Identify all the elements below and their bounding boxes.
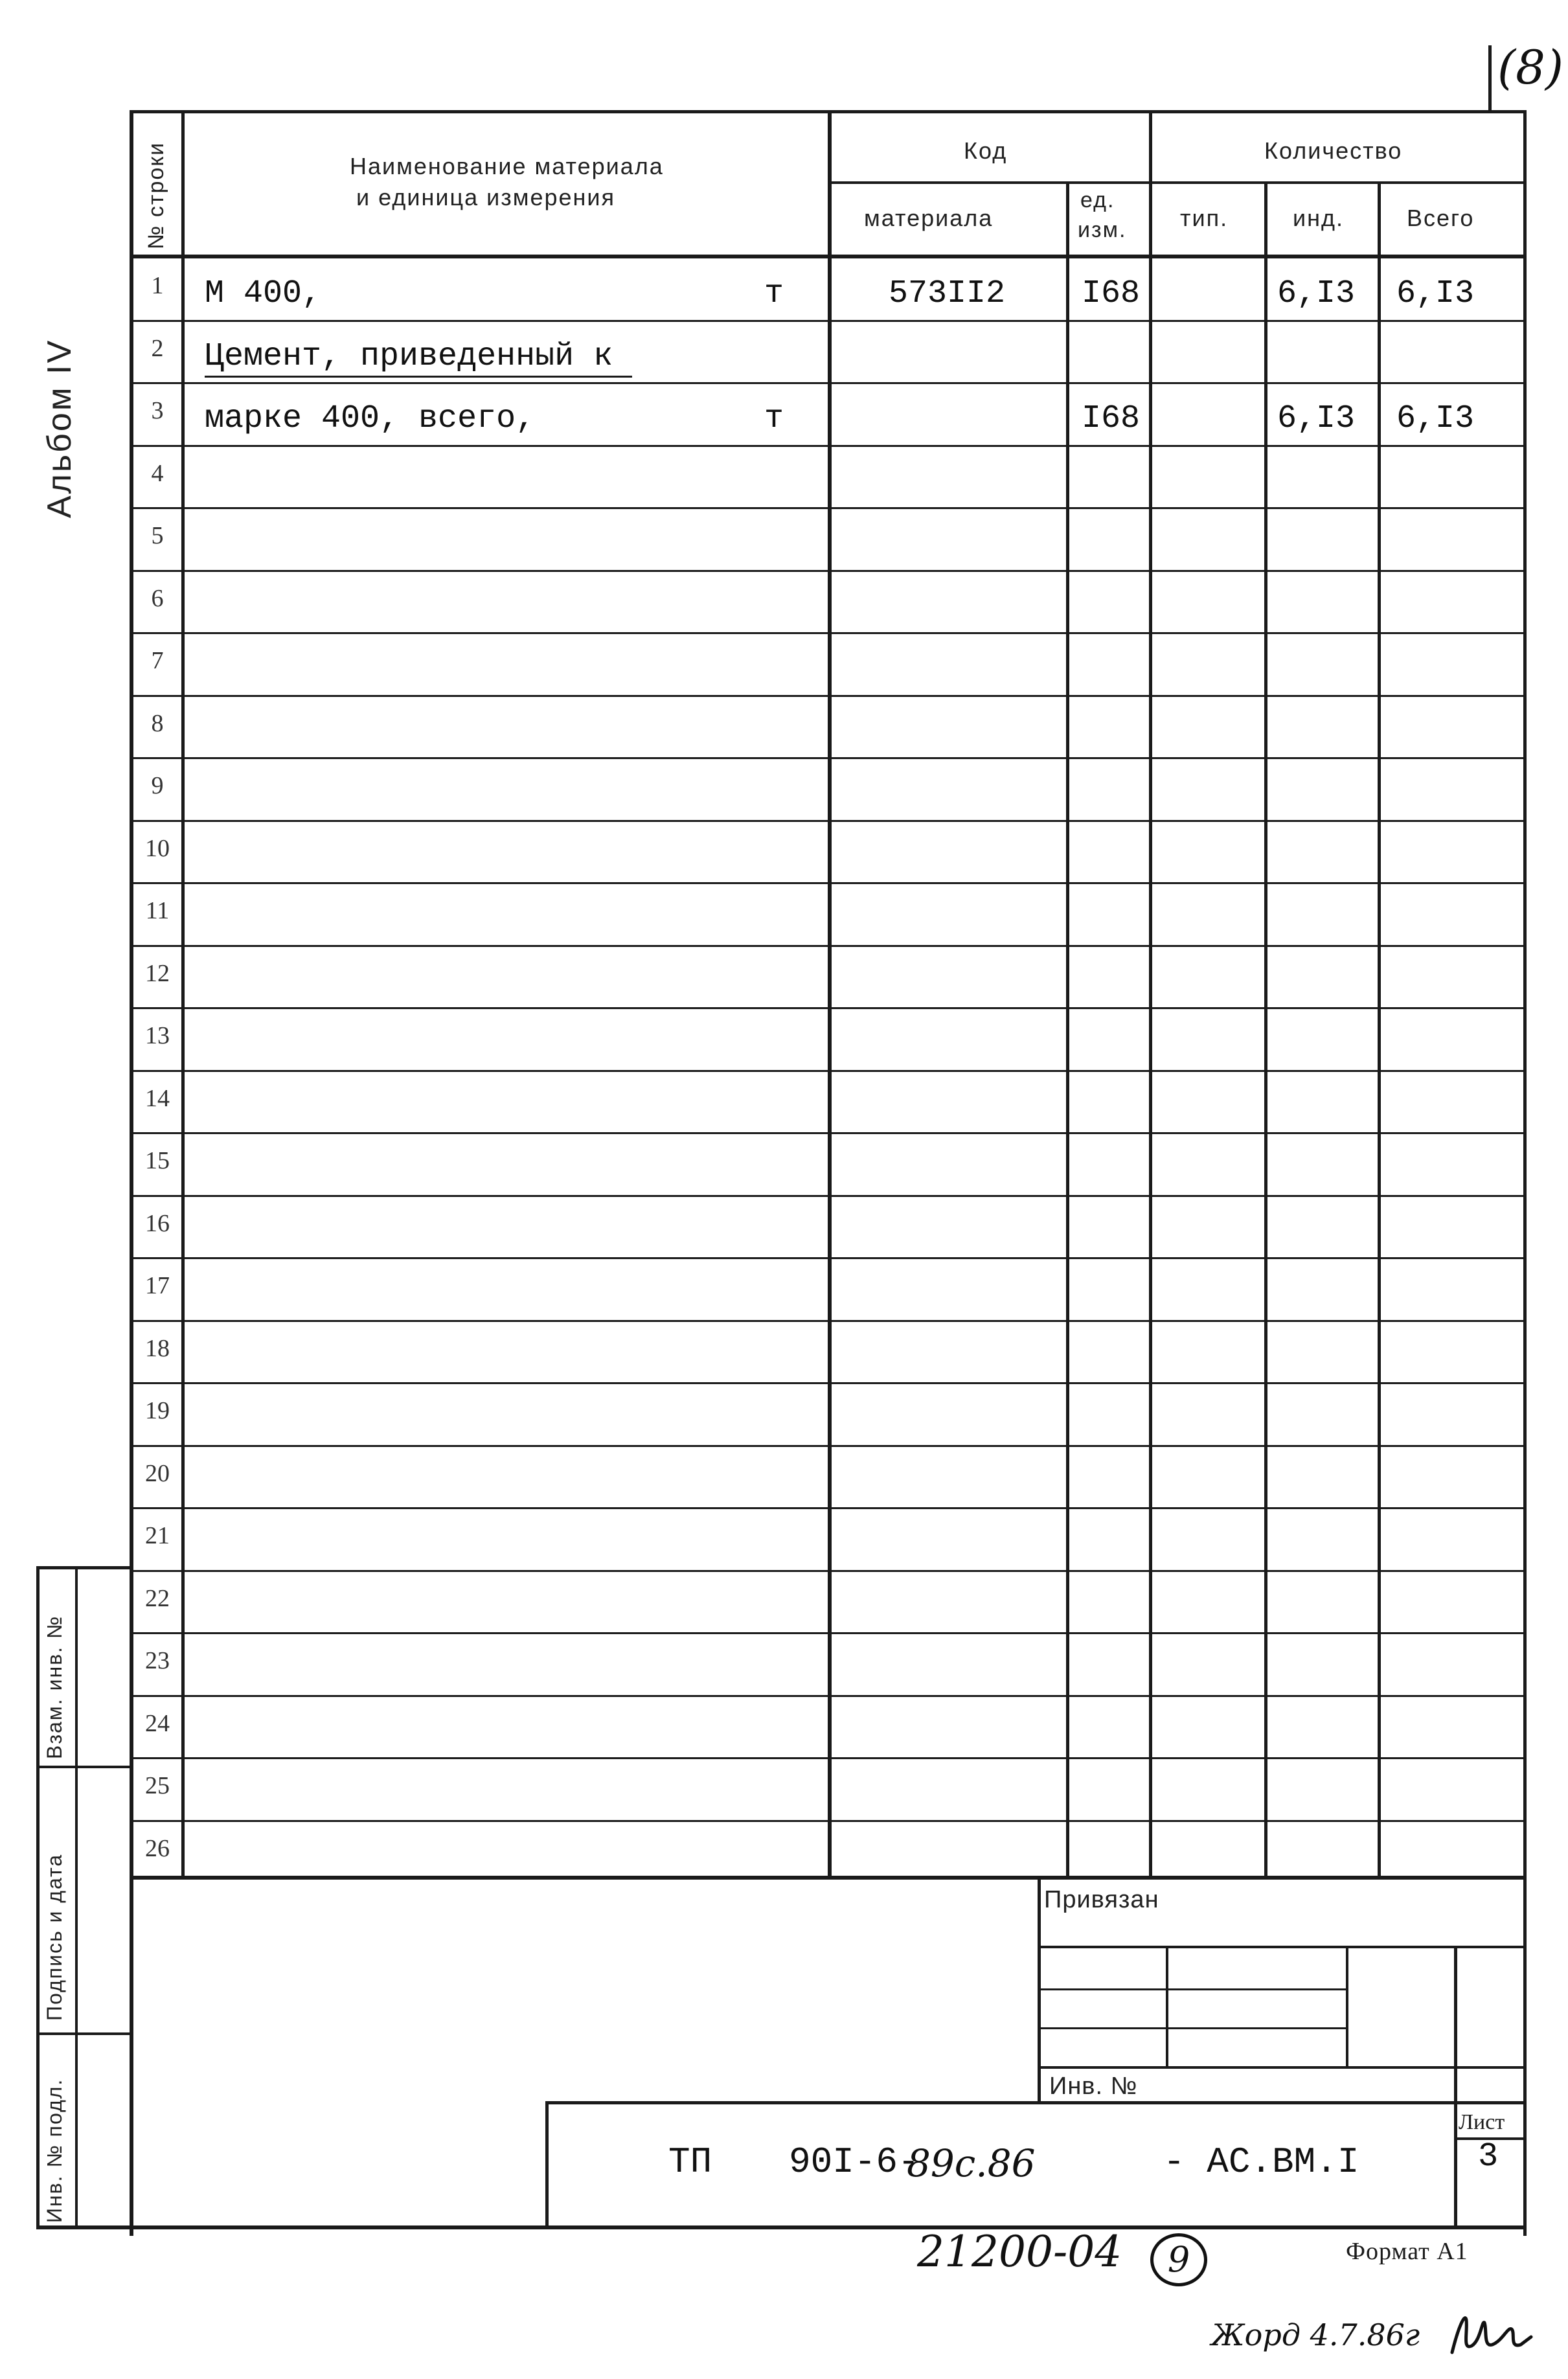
row-separator bbox=[133, 1320, 1523, 1322]
row-number: 1 bbox=[151, 272, 164, 299]
row-separator bbox=[133, 1632, 1523, 1634]
header-code-unit-2: изм. bbox=[1078, 218, 1127, 242]
header-quantity: Количество bbox=[1264, 137, 1403, 164]
row-separator bbox=[133, 820, 1523, 822]
qty-ind: 6,I3 bbox=[1277, 275, 1356, 312]
unit-code: I68 bbox=[1082, 275, 1141, 312]
row-separator bbox=[133, 1820, 1523, 1822]
header-row-number: № строки bbox=[144, 141, 168, 249]
format-label: Формат А1 bbox=[1346, 2238, 1468, 2265]
row-number: 2 bbox=[151, 335, 164, 362]
stamp-vzam-inv: Взам. инв. № bbox=[43, 1615, 66, 1759]
header-qty-typ: тип. bbox=[1180, 205, 1229, 231]
stamp-inv-podl: Инв. № подл. bbox=[43, 2078, 66, 2223]
material-code: 573II2 bbox=[889, 275, 1006, 312]
row-number: 7 bbox=[151, 647, 164, 674]
row-separator bbox=[133, 1757, 1523, 1759]
page-number: (8) bbox=[1497, 40, 1563, 95]
row-number: 11 bbox=[145, 897, 170, 924]
signature-note: Жорд 4.7.86г bbox=[1211, 2317, 1420, 2352]
material-unit: т bbox=[764, 400, 784, 437]
material-name: Цемент, приведенный к bbox=[205, 338, 613, 375]
document-number: 90I-6- bbox=[789, 2141, 920, 2183]
row-separator bbox=[133, 445, 1523, 447]
header-qty-total: Всего bbox=[1407, 205, 1475, 231]
row-number: 4 bbox=[151, 460, 164, 487]
row-separator bbox=[133, 1195, 1523, 1197]
header-code-unit-1: ед. bbox=[1080, 188, 1115, 212]
circled-number bbox=[1150, 2233, 1207, 2286]
row-number: 13 bbox=[145, 1022, 170, 1049]
row-number: 3 bbox=[151, 397, 164, 424]
row-separator bbox=[133, 1570, 1523, 1572]
row-separator bbox=[133, 1695, 1523, 1697]
material-unit: т bbox=[764, 275, 784, 312]
row-number: 8 bbox=[151, 710, 164, 737]
privyazan-label: Привязан bbox=[1044, 1886, 1159, 1913]
qty-ind: 6,I3 bbox=[1277, 400, 1356, 437]
row-number: 20 bbox=[145, 1460, 170, 1487]
row-number: 5 bbox=[151, 522, 164, 549]
row-separator bbox=[133, 1257, 1523, 1259]
circled-number-text: 9 bbox=[1167, 2239, 1190, 2280]
header-qty-ind: инд. bbox=[1293, 205, 1344, 231]
row-number: 22 bbox=[145, 1585, 170, 1612]
document-suffix: - АС.ВМ.I bbox=[1163, 2141, 1359, 2183]
row-separator bbox=[133, 507, 1523, 509]
stamp-podpis-data: Подпись и дата bbox=[43, 1853, 66, 2021]
header-code: Код bbox=[964, 137, 1008, 164]
row-number: 25 bbox=[145, 1772, 170, 1799]
row-number: 12 bbox=[145, 960, 170, 987]
row-separator bbox=[133, 1007, 1523, 1009]
document-prefix: ТП bbox=[668, 2141, 712, 2183]
row-number: 21 bbox=[145, 1522, 170, 1549]
row-number: 18 bbox=[145, 1335, 170, 1362]
row-separator bbox=[133, 1445, 1523, 1447]
qty-total: 6,I3 bbox=[1396, 275, 1475, 312]
row-number: 9 bbox=[151, 772, 164, 799]
signature-scribble bbox=[1449, 2307, 1534, 2359]
sheet-number: 3 bbox=[1478, 2137, 1499, 2176]
row-separator bbox=[133, 570, 1523, 572]
row-separator bbox=[133, 632, 1523, 634]
row-number: 10 bbox=[145, 835, 170, 862]
row-separator bbox=[133, 1382, 1523, 1384]
unit-code: I68 bbox=[1082, 400, 1141, 437]
row-number: 19 bbox=[145, 1397, 170, 1424]
album-label: Альбом IV bbox=[41, 338, 78, 518]
header-name-line2: и единица измерения bbox=[356, 184, 616, 211]
row-separator bbox=[133, 695, 1523, 697]
row-separator bbox=[133, 1507, 1523, 1509]
header-code-material: материала bbox=[864, 205, 994, 231]
sheet-label: Лист bbox=[1459, 2110, 1505, 2134]
qty-total: 6,I3 bbox=[1396, 400, 1475, 437]
row-separator bbox=[133, 320, 1523, 322]
row-number: 16 bbox=[145, 1210, 170, 1237]
row-number: 15 bbox=[145, 1147, 170, 1174]
material-name: марке 400, всего, bbox=[205, 400, 536, 437]
row-separator bbox=[133, 882, 1523, 884]
document-handwritten-series: 89с.86 bbox=[907, 2141, 1036, 2185]
row-separator bbox=[133, 757, 1523, 759]
row-number: 26 bbox=[145, 1835, 170, 1862]
row-separator bbox=[133, 945, 1523, 947]
row-separator bbox=[133, 1132, 1523, 1134]
row-separator bbox=[133, 1070, 1523, 1072]
row-number: 14 bbox=[145, 1085, 170, 1112]
row-2-underline bbox=[205, 376, 632, 378]
row-number: 6 bbox=[151, 585, 164, 612]
header-name-line1: Наименование материала bbox=[350, 153, 664, 179]
row-number: 17 bbox=[145, 1272, 170, 1299]
row-separator bbox=[133, 382, 1523, 384]
material-name: М 400, bbox=[205, 275, 322, 312]
inv-no-label: Инв. № bbox=[1049, 2073, 1138, 2100]
row-number: 24 bbox=[145, 1710, 170, 1737]
row-number: 23 bbox=[145, 1647, 170, 1674]
order-number: 21200-04 bbox=[917, 2227, 1122, 2277]
